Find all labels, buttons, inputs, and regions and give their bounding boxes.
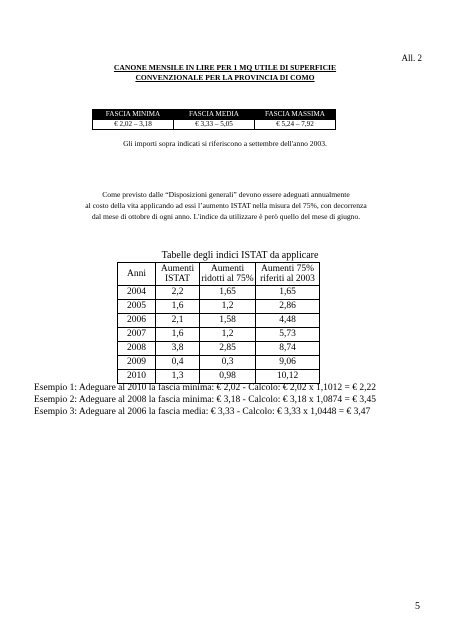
example-1: Esempio 1: Adeguare al 2010 la fascia minima: € 2,02 - Calcolo: € 2,02 x 1,1012 = € 2,22 (34, 383, 377, 393)
cell-aumento-riferito: 2,86 (256, 300, 320, 314)
cell-aumento-istat: 1,6 (156, 300, 200, 314)
header-ridotti-line-1: Aumenti (210, 263, 245, 274)
attachment-label: All. 2 (401, 53, 422, 63)
cell-aumento-ridotto: 1,2 (200, 328, 256, 342)
fasce-value-minima: € 2,02 – 3,18 (93, 120, 174, 130)
table-row (118, 300, 320, 314)
paragraph-line-1: Come previsto dalle “Disposizioni generali” devono essere adeguati annualmente (102, 190, 350, 199)
example-3: Esempio 3: Adeguare al 2006 la fascia media: € 3,33 - Calcolo: € 3,33 x 1,0448 = € 3,47 (34, 407, 371, 417)
cell-aumento-riferito: 4,48 (256, 314, 320, 328)
adjustment-paragraph (50, 189, 402, 222)
cell-aumento-ridotto: 1,65 (200, 286, 256, 300)
reference-note: Gli importi sopra indicati si riferiscono a settembre dell'anno 2003. (123, 139, 327, 148)
cell-aumento-istat: 2,1 (156, 314, 200, 328)
cell-aumento-riferito: 1,65 (256, 286, 320, 300)
cell-anno: 2005 (118, 300, 156, 314)
paragraph-line-2: al costo della vita applicando ad essi l’aumento ISTAT nella misura del 75%, con decorrenza (85, 201, 367, 210)
header-aumenti-ridotti (200, 263, 256, 286)
cell-anno: 2004 (118, 286, 156, 300)
cell-aumento-ridotto: 0,3 (200, 356, 256, 370)
cell-aumento-ridotto: 2,85 (200, 342, 256, 356)
header-ridotti-line-2: ridotti al 75% (201, 274, 254, 284)
fasce-table (92, 109, 336, 130)
cell-aumento-riferito: 5,73 (256, 328, 320, 342)
table-row (118, 328, 320, 342)
cell-aumento-istat: 1,3 (156, 370, 200, 384)
cell-aumento-istat: 3,8 (156, 342, 200, 356)
fasce-value-row (93, 120, 336, 130)
fasce-header-massima: FASCIA MASSIMA (255, 110, 336, 120)
header-riferiti-line-2: riferiti al 2003 (260, 274, 315, 284)
fasce-header-row (93, 110, 336, 120)
table-row (118, 286, 320, 300)
fasce-value-massima: € 5,24 – 7,92 (255, 120, 336, 130)
header-aumenti-line-2: ISTAT (164, 274, 191, 284)
fasce-header-minima: FASCIA MINIMA (93, 110, 174, 120)
cell-anno: 2008 (118, 342, 156, 356)
istat-header-row (118, 263, 320, 286)
header-anni: Anni (118, 263, 156, 286)
examples-block (34, 382, 434, 418)
header-aumenti-istat (156, 263, 200, 286)
example-2: Esempio 2: Adeguare al 2008 la fascia minima: € 3,18 - Calcolo: € 3,18 x 1,0874 = € 3,45 (34, 395, 377, 405)
paragraph-line-3: dal mese di ottobre di ogni anno. L'indice da utilizzare è però quello del mese di giugno. (91, 212, 361, 221)
page-number: 5 (415, 601, 420, 612)
cell-anno: 2006 (118, 314, 156, 328)
fasce-header-media: FASCIA MEDIA (174, 110, 255, 120)
document-title (70, 63, 380, 82)
table-row (118, 356, 320, 370)
istat-table-title: Tabelle degli indici ISTAT da applicare (161, 250, 319, 261)
istat-table (117, 262, 320, 384)
cell-aumento-riferito: 10,12 (256, 370, 320, 384)
cell-aumento-ridotto: 0,98 (200, 370, 256, 384)
title-line-1: CANONE MENSILE IN LIRE PER 1 MQ UTILE DI SUPERFICIE (113, 63, 337, 72)
header-aumenti-riferiti (256, 263, 320, 286)
cell-anno: 2007 (118, 328, 156, 342)
cell-aumento-ridotto: 1,2 (200, 300, 256, 314)
table-row (118, 314, 320, 328)
cell-aumento-istat: 1,6 (156, 328, 200, 342)
fasce-value-media: € 3,33 – 5,05 (174, 120, 255, 130)
table-row (118, 342, 320, 356)
header-aumenti-line-1: Aumenti (160, 263, 195, 274)
cell-aumento-ridotto: 1,58 (200, 314, 256, 328)
header-riferiti-line-1: Aumenti 75% (260, 263, 315, 274)
cell-aumento-istat: 0,4 (156, 356, 200, 370)
title-line-2: CONVENZIONALE PER LA PROVINCIA DI COMO (135, 72, 315, 82)
cell-anno: 2010 (118, 370, 156, 384)
cell-aumento-riferito: 9,06 (256, 356, 320, 370)
cell-anno: 2009 (118, 356, 156, 370)
cell-aumento-istat: 2,2 (156, 286, 200, 300)
cell-aumento-riferito: 8,74 (256, 342, 320, 356)
